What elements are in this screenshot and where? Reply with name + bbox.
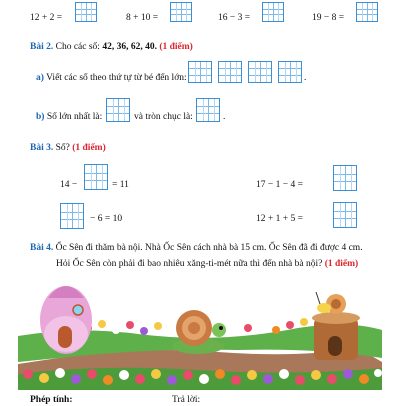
bai4-text2: Hỏi Ốc Sên còn phải đi bao nhiêu xăng-ti-mét nữa thì đến nhà bà nội? (56, 259, 323, 269)
bai2-heading (30, 41, 193, 53)
snail-garden-illustration (18, 278, 382, 390)
bai3-label: Bài 3. (30, 143, 54, 153)
bai2-points: (1 điểm) (159, 42, 193, 52)
bai3-e2-right: − 6 = 10 (90, 214, 123, 224)
bai3-e1-left: 14 − (60, 180, 78, 190)
bai4-line2 (56, 258, 358, 270)
bai2-b-label: b) (36, 112, 45, 122)
bai3-heading (30, 142, 106, 154)
answer-box[interactable] (333, 202, 357, 228)
bai2-numbers: 42, 36, 62, 40. (102, 42, 157, 52)
expr-12-plus-2: 12 + 2 = (30, 13, 63, 23)
answer-box[interactable] (262, 2, 284, 22)
calculation-label: Phép tính: (30, 395, 73, 405)
answer-box[interactable] (196, 98, 220, 122)
bai4-points: (1 điểm) (324, 259, 359, 269)
bai2-label: Bài 2. (30, 42, 54, 52)
answer-box[interactable] (84, 164, 108, 190)
bai2-b (36, 111, 102, 123)
bai3-intro: Số? (55, 143, 70, 153)
answer-box[interactable] (248, 61, 272, 83)
expr-19-minus-8: 19 − 8 = (312, 13, 345, 23)
bai2-b-mid: và tròn chục là: (134, 112, 193, 122)
bai2-intro: Cho các số: (55, 42, 100, 52)
bai3-e1-right: = 11 (112, 180, 129, 190)
answer-box[interactable] (75, 2, 97, 22)
answer-label: Trả lời: (172, 395, 201, 405)
bai2-a (36, 72, 187, 84)
answer-box[interactable] (218, 61, 242, 83)
shell-house (40, 286, 92, 354)
bai2-b-end: . (223, 112, 226, 122)
answer-box[interactable] (278, 61, 302, 83)
bai3-e3: 17 − 1 − 4 = (256, 180, 303, 190)
answer-box[interactable] (356, 2, 378, 22)
bai3-points: (1 điểm) (72, 143, 106, 153)
answer-box[interactable] (60, 203, 84, 229)
bai2-b-text: Số lớn nhất là: (46, 112, 103, 122)
bai2-a-end: . (304, 73, 307, 83)
expr-8-plus-10: 8 + 10 = (126, 13, 159, 23)
bai4-text1: Ốc Sên đi thăm bà nội. Nhà Ốc Sên cách nhà bà 15 cm. Ốc Sên đã đi được 4 cm. (55, 243, 363, 253)
answer-box[interactable] (333, 165, 357, 191)
bai2-a-text: Viết các số theo thứ tự từ bé đến lớn: (46, 73, 187, 83)
answer-box[interactable] (170, 2, 192, 22)
bai4-label: Bài 4. (30, 243, 54, 253)
answer-box[interactable] (106, 98, 130, 122)
bai4-line1 (30, 242, 363, 254)
answer-box[interactable] (188, 61, 212, 83)
expr-16-minus-3: 16 − 3 = (218, 13, 251, 23)
bai2-a-label: a) (36, 73, 44, 83)
bai3-e4: 12 + 1 + 5 = (256, 214, 303, 224)
